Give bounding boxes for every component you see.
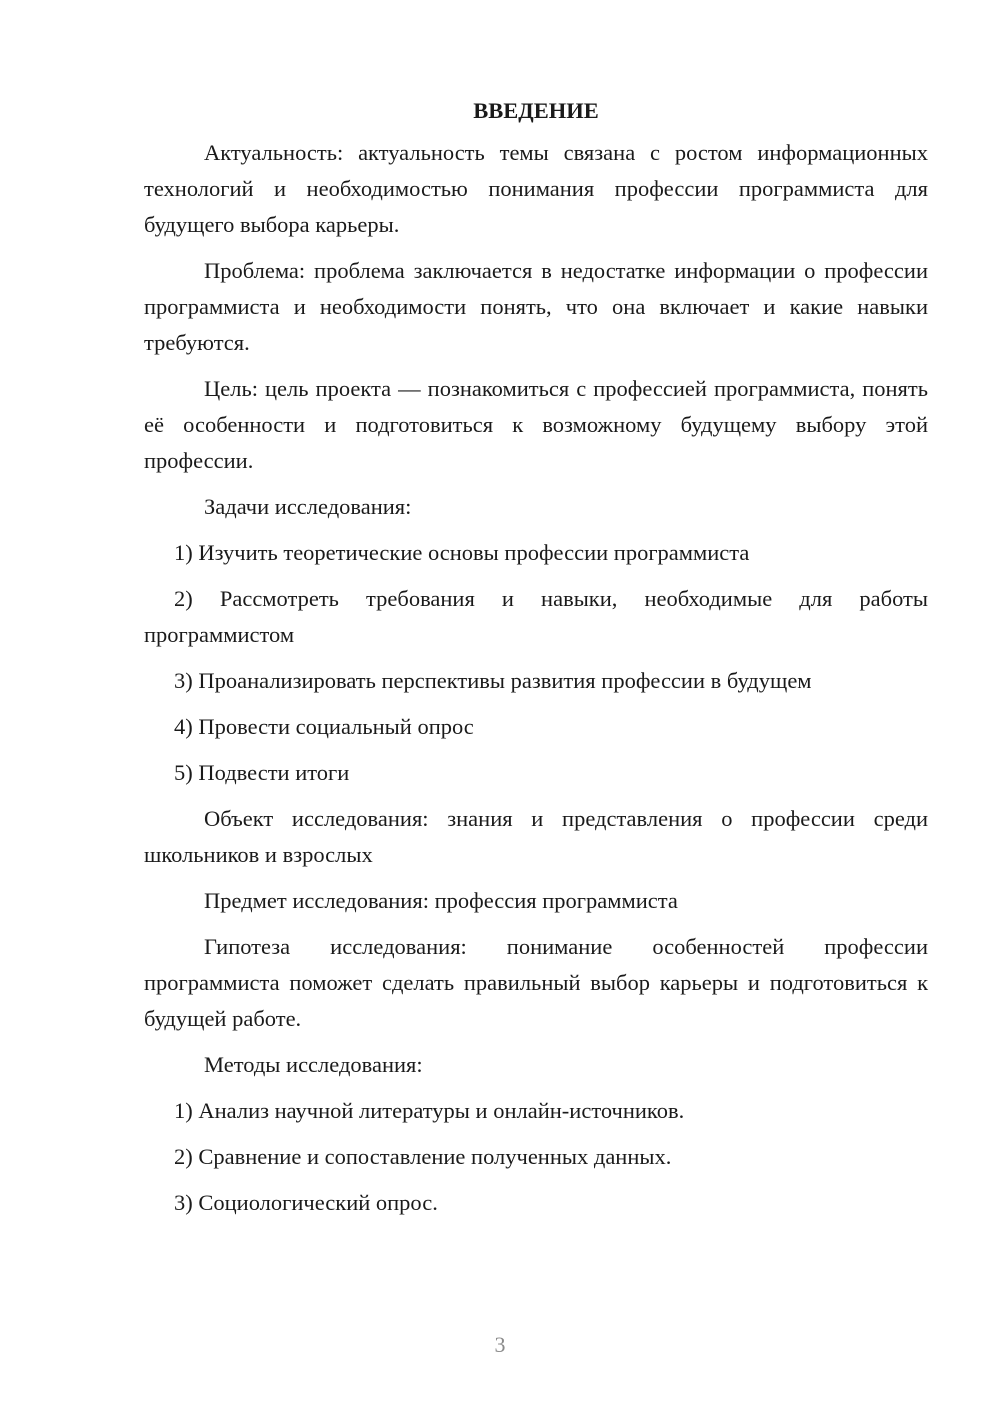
task-item-2: 2) Рассмотреть требования и навыки, необходимые для работы программистом — [144, 586, 928, 647]
method-item-3: 3) Социологический опрос. — [174, 1190, 438, 1215]
method-item-2: 2) Сравнение и сопоставление полученных данных. — [174, 1144, 672, 1169]
document-body — [144, 93, 928, 1231]
paragraph-methods-title: Методы исследования: — [204, 1052, 423, 1077]
method-item-1: 1) Анализ научной литературы и онлайн-источников. — [174, 1098, 685, 1123]
paragraph-subject: Предмет исследования: профессия программиста — [204, 888, 678, 913]
task-item-1: 1) Изучить теоретические основы профессии программиста — [174, 540, 750, 565]
page-number: 3 — [494, 1332, 506, 1357]
section-heading: ВВЕДЕНИЕ — [473, 98, 599, 123]
paragraph-object: Объект исследования: знания и представления о профессии среди школьников и взрослых — [144, 806, 928, 867]
task-item-4: 4) Провести социальный опрос — [174, 714, 474, 739]
paragraph-problem: Проблема: проблема заключается в недостатке информации о профессии программиста и необходимости понять, что она включает и какие навыки требуются. — [144, 258, 928, 355]
paragraph-tasks-title: Задачи исследования: — [204, 494, 412, 519]
task-item-5: 5) Подвести итоги — [174, 760, 350, 785]
paragraph-relevance: Актуальность: актуальность темы связана с ростом информационных технологий и необходимостью понимания профессии программиста для будущего выбора карьеры. — [144, 140, 928, 237]
task-item-3: 3) Проанализировать перспективы развития профессии в будущем — [174, 668, 812, 693]
paragraph-hypothesis: Гипотеза исследования: понимание особенностей профессии программиста поможет сделать правильный выбор карьеры и подготовиться к будущей работе. — [144, 934, 928, 1031]
paragraph-goal: Цель: цель проекта — познакомиться с профессией программиста, понять её особенности и подготовиться к возможному будущему выбору этой профессии. — [144, 376, 928, 473]
